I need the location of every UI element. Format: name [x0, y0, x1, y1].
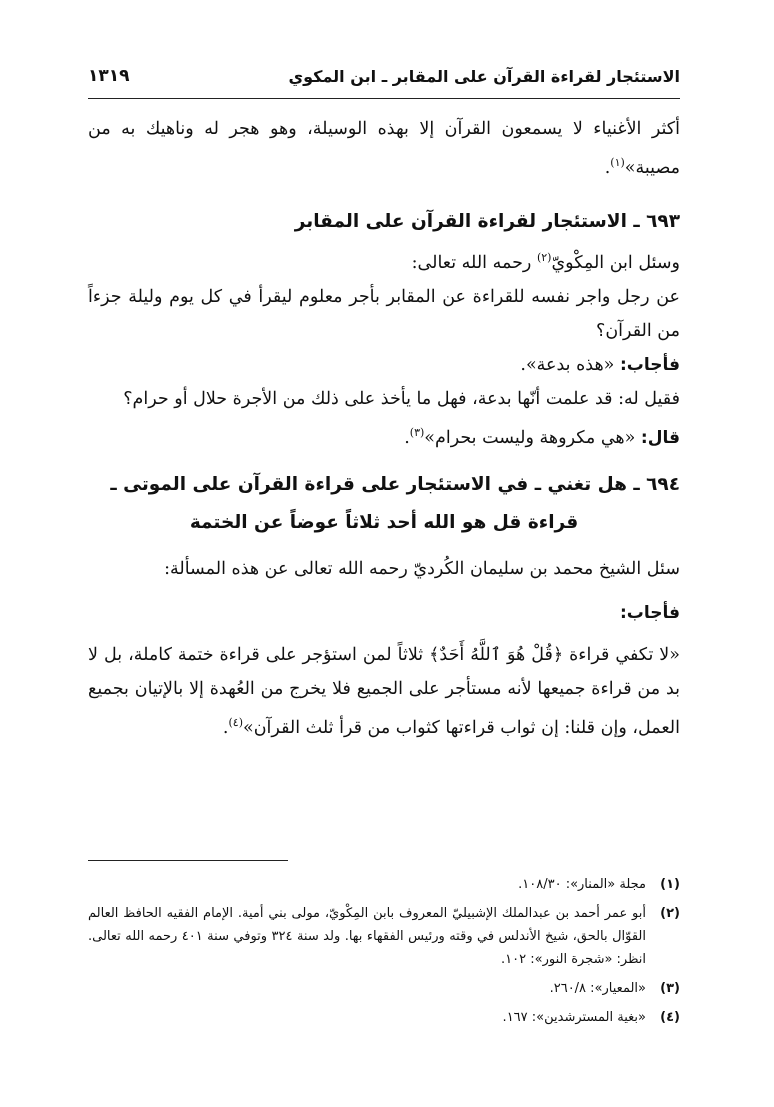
section-heading-694: ٦٩٤ ـ هل تغني ـ في الاستئجار على قراءة القرآن على الموتى ـ — [110, 474, 680, 496]
reply-693: قال: «هي مكروهة وليست بحرام»$^{(٣)}$. — [404, 425, 680, 448]
footnote-ref-1: (١) — [610, 156, 625, 169]
question-693: عن رجل واجر نفسه للقراءة عن المقابر بأجر معلوم ليقرأ في كل يوم وليلة جزءاً من القرآن؟ — [88, 286, 680, 341]
footnotes — [88, 873, 680, 1035]
answer-label-694: فأجاب: — [619, 603, 680, 624]
followup-question-693: فقيل له: قد علمت أنّها بدعة، فهل ما يأخذ على ذلك من الأجرة حلال أو حرام؟ — [123, 388, 680, 409]
footnote-text: «بغية المسترشدين»: ١٦٧. — [502, 1010, 646, 1025]
footnote-divider — [88, 860, 288, 861]
footnote-number: (١) — [660, 877, 680, 892]
asked-line-693: وسئل ابن المِكْويّ$^{(٢)}$ رحمه الله تعالى: — [411, 250, 680, 273]
answer-label: فأجاب: — [619, 354, 680, 375]
reply-label: قال: — [640, 427, 680, 448]
section-heading-693: ٦٩٣ ـ الاستئجار لقراءة القرآن على المقابر — [294, 210, 680, 232]
main-text — [88, 112, 680, 745]
footnote-number: (٤) — [660, 1010, 680, 1025]
quran-verse: ﴿قُلْ هُوَ ٱللَّهُ أَحَدٌ﴾ — [429, 645, 564, 666]
footnote-text: أبو عمر أحمد بن عبدالملك الإشبيليّ المعروف بابن المِكْويّ، مولى بني أمية. الإمام الفقيه الحافظ العالم القوّال بالحق، شيخ الأندلس في وقته ورئيس الفقهاء بها. ولد سنة ٣٢٤ وتوفي سنة ٤٠١ رحمه الله تعالى. انظر: «شجرة النور»: ١٠٢. — [88, 906, 647, 967]
intro-paragraph: أكثر الأغنياء لا يسمعون القرآن إلا بهذه الوسيلة، وهو هجر له وناهيك به من مصيبة»$^{(١)}$. — [88, 119, 680, 178]
page-number: ١٣١٩ — [88, 66, 130, 86]
footnote-text: «المعيار»: ٢٦٠/٨. — [549, 981, 646, 996]
footnote-ref-4: (٤) — [228, 716, 243, 730]
footnote-ref-3: (٣) — [409, 425, 425, 439]
footnote-item — [88, 873, 680, 896]
page-header — [88, 62, 680, 90]
answer-694: «لا تكفي قراءة ﴿قُلْ هُوَ ٱللَّهُ أَحَدٌ﴾ ثلاثاً لمن استؤجر على قراءة ختمة كاملة، بل لا بد من قراءة جميعها لأنه مستأجر على الجميع فلا يخرج من العُهدة إلا بالإتيان بجميع العمل، وإن قلنا: إن ثواب قراءتها كثواب من قرأ ثلث القرآن»$^{(٤)}$. — [88, 645, 680, 739]
footnote-number: (٢) — [660, 906, 680, 921]
footnote-item — [88, 902, 680, 971]
section-heading-694-line2: قراءة قل هو الله أحد ثلاثاً عوضاً عن الختمة — [189, 512, 579, 534]
footnote-item — [88, 1006, 680, 1029]
footnote-text: مجلة «المنار»: ١٠٨/٣٠. — [518, 877, 646, 892]
header-divider — [88, 98, 680, 99]
footnote-number: (٣) — [660, 981, 680, 996]
footnote-item — [88, 977, 680, 1000]
asked-694: سئل الشيخ محمد بن سليمان الكُرديّ رحمه الله تعالى عن هذه المسألة: — [164, 559, 680, 580]
answer-693: فأجاب: «هذه بدعة». — [520, 354, 680, 375]
footnote-ref-2: (٢) — [536, 250, 552, 264]
running-title: الاستئجار لقراءة القرآن على المقابر ـ ابن المكوي — [288, 66, 680, 86]
